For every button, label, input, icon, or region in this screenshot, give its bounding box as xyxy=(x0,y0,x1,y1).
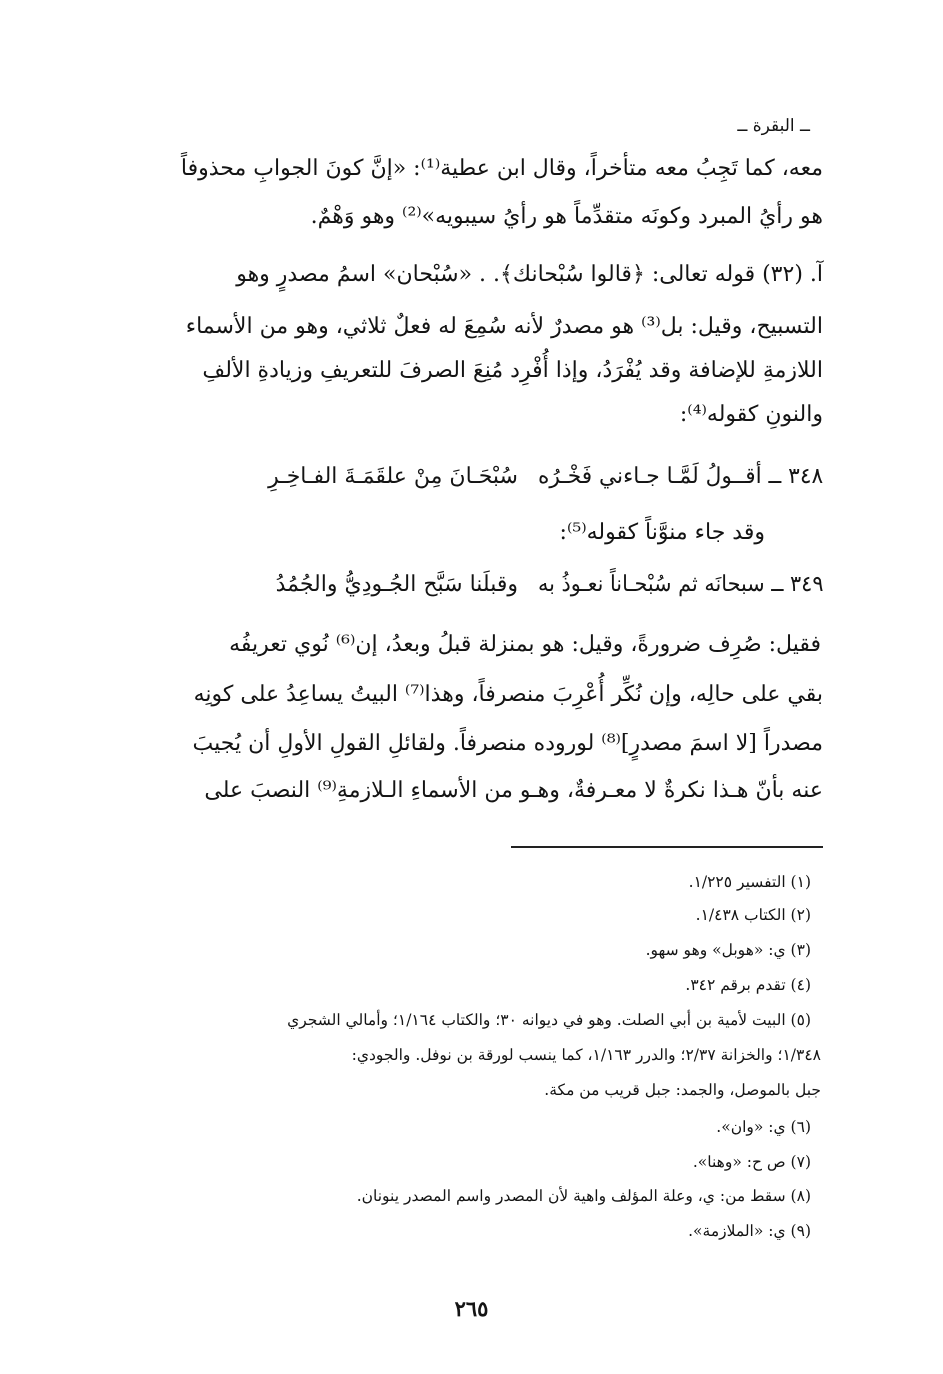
footnote-5-line-1: (٥) البيت لأمية بن أبي الصلت. وهو في ديوانه ٣٠؛ والكتاب ١/١٦٤؛ وأمالي الشجري xyxy=(287,1011,811,1029)
footnote-5-line-2: ١/٣٤٨؛ والخزانة ٢/٣٧؛ والدرر ١/١٦٣، كما ينسب لورقة بن نوفل. والجودي: xyxy=(351,1046,821,1064)
footnote-4: (٤) تقدم برقم ٣٤٢. xyxy=(685,976,811,994)
body-line-5: اللازمةِ للإضافة وقد يُفْرَدُ، وإذا أُفْرِد مُنِعَ الصرفَ للتعريفِ وزيادةِ الألفِ xyxy=(202,358,823,383)
body-line-8: بقي على حالِه، وإن نُكِّر أُعْرِبَ منصرفاً، وهذا⁽⁷⁾ البيتُ يساعِدُ على كونِه xyxy=(193,682,823,707)
footnote-1: (١) التفسير ١/٢٢٥. xyxy=(688,873,811,891)
verse-349-first-hemistich: ٣٤٩ ــ سبحانَه ثم سُبْحـاناً نعـوذُ به xyxy=(537,572,823,597)
footnote-3: (٣) ي: «هوبل» وهو سهو. xyxy=(645,941,811,959)
body-line-9: مصدراً [لا اسمَ مصدرٍ]⁽⁸⁾ لوروده منصرفاً. ولقائلِ القولِ الأولِ أن يُجيبَ xyxy=(192,731,823,756)
page-number: ٢٦٥ xyxy=(454,1296,489,1321)
footnote-8: (٨) سقط من: ي، وعلة المؤلف واهية لأن المصدر واسم المصدر ينونان. xyxy=(356,1187,811,1205)
body-line-after-verse: وقد جاء منوَّناً كقوله⁽⁵⁾: xyxy=(559,520,765,545)
footnote-9: (٩) ي: «الملازمة». xyxy=(688,1222,811,1240)
body-line-4: التسبيح، وقيل: بل⁽³⁾ هو مصدرٌ لأنه سُمِعَ له فعلٌ ثلاثي، وهو من الأسماء xyxy=(185,314,823,339)
footnote-6: (٦) ي: «وان». xyxy=(716,1118,811,1136)
body-line-1: معه، كما تَجِبُ معه متأخراً، وقال ابن عطية⁽¹⁾: «إنَّ كونَ الجوابِ محذوفاً xyxy=(180,156,823,181)
footnote-separator xyxy=(511,846,823,848)
verse-348-second-hemistich: سُبْحَـانَ مِنْ علقَمَـةَ الفـاخِـرِ xyxy=(268,464,518,489)
footnote-7: (٧) ص ح: «وهنا». xyxy=(692,1153,811,1171)
footnote-2: (٢) الكتاب ١/٤٣٨. xyxy=(695,906,811,924)
body-line-2: هو رأيُ المبرد وكونَه متقدِّماً هو رأيُ سيبويه»⁽²⁾ وهو وَهْمٌ. xyxy=(310,204,823,229)
body-line-10: عنه بأنّ هـذا نكرةٌ لا معـرفةٌ، وهـو من الأسماءِ الـلازمةِ⁽⁹⁾ النصبَ على xyxy=(204,778,823,803)
body-line-3: آ. (٣٢) قوله تعالى: ﴿قالوا سُبْحانك﴾. . «سُبْحان» اسمُ مصدرٍ وهو xyxy=(236,262,823,287)
body-line-6: والنونِ كقوله⁽⁴⁾: xyxy=(679,402,823,427)
body-line-7: فقيل: صُرِف ضرورةً، وقيل: هو بمنزلة قبلُ وبعدُ، إن⁽⁶⁾ نُوي تعريفُه xyxy=(229,632,821,657)
running-header: ــ البقرة ــ xyxy=(737,116,810,136)
footnote-5-line-3: جبل بالموصل، والجمد: جبل قريب من مكة. xyxy=(544,1081,821,1099)
verse-348-first-hemistich: ٣٤٨ ــ أقــولُ لَمَّـا جـاءني فَخْـرُه xyxy=(537,464,823,489)
verse-349-second-hemistich: وقبلَنا سَبَّح الجُـودِيُّ والجُمُدُ xyxy=(275,572,518,597)
